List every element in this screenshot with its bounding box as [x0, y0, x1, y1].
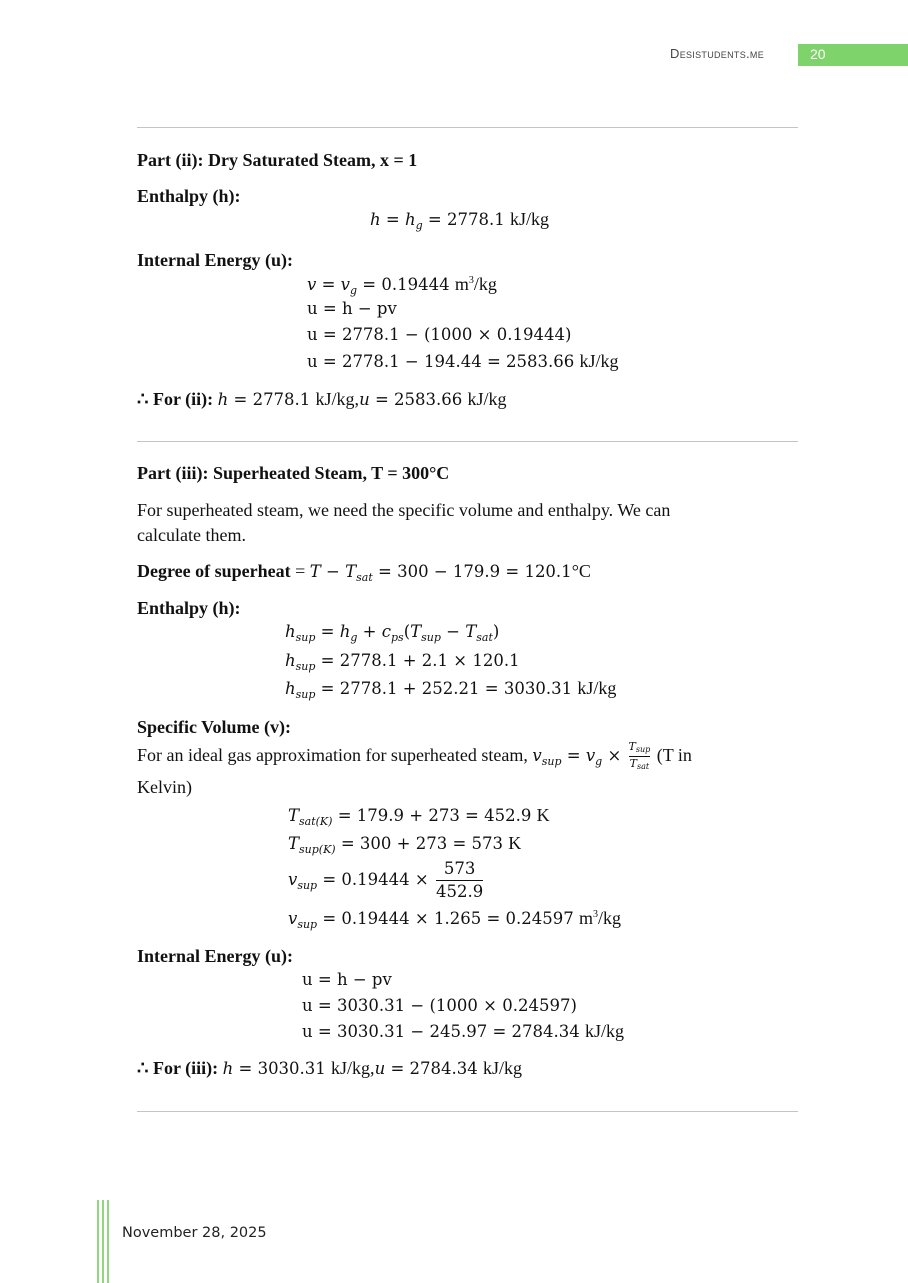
- unit-tail: /kg: [598, 908, 622, 928]
- eq-unit: kJ/kg,: [315, 389, 360, 409]
- eq-symbol: c: [381, 622, 392, 641]
- eq-text: u = 2778.1 − 194.44 = 2583.66: [307, 352, 575, 371]
- eq-subscript: sup: [297, 918, 318, 931]
- part-iii-ie-line-3: [302, 1021, 624, 1042]
- eq-value: = 0.19444: [362, 275, 450, 294]
- volume-ratio-fraction: [436, 858, 483, 903]
- degree-of-superheat: [137, 561, 591, 584]
- page-number-badge: [798, 44, 908, 66]
- eq-symbol: h: [370, 210, 381, 229]
- degree-label: Degree of superheat: [137, 561, 291, 581]
- eq-unit: kJ/kg: [509, 209, 549, 229]
- eq-symbol: v: [585, 746, 596, 765]
- eq-op: ×: [602, 746, 627, 765]
- page-number: 20: [810, 46, 826, 62]
- part-ii-title: Part (ii): Dry Saturated Steam, x = 1: [137, 150, 418, 170]
- part-iii-ie-line-2: u = 3030.31 − (1000 × 0.24597): [302, 996, 577, 1015]
- section-divider: [137, 127, 798, 128]
- eq-unit: kJ/kg: [483, 1058, 523, 1078]
- result-label: ∴ For (iii):: [137, 1058, 223, 1078]
- eq-op: ): [492, 622, 500, 641]
- eq-symbol: h: [339, 622, 351, 641]
- eq-op: (: [403, 622, 411, 641]
- unit-base: m: [454, 274, 469, 294]
- eq-value: = 300 − 179.9 = 120.1: [372, 562, 572, 581]
- part-ii-internal-energy-heading: Internal Energy (u):: [137, 250, 293, 270]
- eq-subscript: g: [349, 284, 358, 297]
- sv-line-3: [288, 858, 485, 903]
- eq-subscript: sup: [295, 660, 316, 673]
- eq-subscript: sat: [356, 571, 373, 584]
- eq-symbol: T: [309, 562, 321, 581]
- part-ii-ie-line-3: u = 2778.1 − (1000 × 0.19444): [307, 325, 572, 344]
- specific-volume-intro: [137, 738, 692, 779]
- eq-subscript: g: [350, 631, 358, 644]
- eq-unit: kJ/kg,: [331, 1058, 375, 1078]
- eq-value: = 2778.1: [427, 210, 505, 229]
- header-site-name: Desistudents.me: [670, 46, 765, 61]
- eq-symbol: T: [345, 562, 357, 581]
- eq-unit: K: [508, 833, 522, 853]
- eq-value: = 2778.1: [228, 390, 316, 409]
- sv-line-1: [288, 805, 550, 828]
- eq-symbol: T: [629, 757, 638, 770]
- section-divider: [137, 441, 798, 442]
- eq-subscript: g: [595, 755, 603, 768]
- eq-value: = 2784.34: [385, 1059, 483, 1078]
- part-ii-ie-line-1: $v = v_g = 0.19444$ $m^3/kg$: [307, 274, 497, 297]
- part-iii-title: Part (iii): Superheated Steam, T = 300°C: [137, 463, 450, 483]
- part-iii-enthalpy-line-3: [285, 678, 616, 701]
- eq-symbol: h: [404, 210, 416, 229]
- part-ii-enthalpy-equation: $h = h_g = 2778.1$ kJ/kg: [370, 209, 549, 232]
- eq-subscript: g: [415, 219, 423, 232]
- eq-symbol: v: [307, 275, 317, 294]
- part-ii-ie-line-4: [307, 351, 619, 372]
- eq-unit: kJ/kg: [467, 389, 507, 409]
- eq-sign: =: [295, 561, 310, 581]
- part-iii-intro: For superheated steam, we need the specific volume and enthalpy. We can: [137, 500, 671, 520]
- eq-unit: [455, 274, 497, 294]
- eq-symbol: T: [628, 740, 636, 753]
- intro-tail: (T in: [652, 745, 692, 765]
- eq-symbol: h: [285, 651, 296, 670]
- eq-op: =: [315, 622, 340, 641]
- eq-symbol: u: [374, 1059, 386, 1078]
- fraction-numerator: 573: [436, 858, 483, 881]
- footer-accent-line: [107, 1200, 109, 1283]
- eq-subscript: sup: [421, 631, 441, 644]
- eq-subscript: sup: [295, 631, 316, 644]
- eq-unit: kJ/kg: [585, 1021, 625, 1041]
- eq-symbol: h: [285, 622, 296, 641]
- sv-line-4: [288, 908, 621, 931]
- eq-symbol: h: [285, 679, 296, 698]
- eq-text: = 300 + 273 = 573: [335, 834, 509, 853]
- part-iii-ie-line-1: u = h − pv: [302, 970, 392, 989]
- eq-subscript: sup: [295, 688, 316, 701]
- eq-subscript: sup: [541, 755, 562, 768]
- eq-unit: [579, 908, 621, 928]
- eq-symbol: v: [340, 275, 350, 294]
- eq-unit: kJ/kg: [579, 351, 619, 371]
- eq-symbol: v: [288, 909, 298, 928]
- part-ii-result: [137, 389, 507, 410]
- eq-unit: kJ/kg: [577, 678, 617, 698]
- eq-subscript: sup: [297, 879, 318, 892]
- eq-value: = 3030.31: [233, 1059, 332, 1078]
- footer-accent-line: [97, 1200, 99, 1283]
- result-label: ∴ For (ii):: [137, 389, 218, 409]
- part-ii-enthalpy-heading: Enthalpy (h):: [137, 186, 241, 206]
- part-iii-result: [137, 1058, 522, 1079]
- eq-text: = 179.9 + 273 = 452.9: [332, 806, 537, 825]
- eq-subscript: sat: [637, 762, 650, 771]
- eq-subscript: sat(K): [299, 815, 333, 828]
- unit-tail: /kg: [473, 274, 497, 294]
- sv-line-2: [288, 833, 521, 856]
- eq-symbol: h: [222, 1059, 234, 1078]
- eq-op: =: [561, 746, 586, 765]
- temperature-ratio-fraction: [629, 740, 651, 773]
- fraction-denominator: 452.9: [435, 882, 484, 901]
- part-iii-enthalpy-heading: Enthalpy (h):: [137, 598, 241, 618]
- eq-symbol: h: [217, 390, 229, 409]
- eq-subscript: sat: [476, 631, 493, 644]
- eq-subscript: ps: [391, 631, 404, 644]
- footer-date: November 28, 2025: [122, 1225, 267, 1241]
- unit-base: m: [579, 908, 594, 928]
- section-divider: [137, 1111, 798, 1112]
- unit-exponent: 3: [593, 909, 599, 920]
- part-iii-enthalpy-line-1: [285, 622, 499, 644]
- part-iii-intro-cont: calculate them.: [137, 525, 246, 545]
- eq-symbol: v: [288, 870, 298, 889]
- eq-symbol: T: [465, 622, 477, 641]
- eq-subscript: sup(K): [299, 843, 336, 856]
- eq-text: = 0.19444 × 1.265 = 0.24597: [317, 909, 579, 928]
- eq-symbol: T: [410, 622, 422, 641]
- eq-op: −: [320, 562, 346, 581]
- eq-symbol: u: [359, 390, 370, 409]
- intro-text: For an ideal gas approximation for superheated steam,: [137, 745, 533, 765]
- part-iii-enthalpy-line-2: [285, 651, 520, 673]
- eq-subscript: sup: [635, 745, 651, 754]
- footer-accent-line: [102, 1200, 104, 1283]
- footer-accent-lines: [97, 1200, 109, 1283]
- eq-op: −: [440, 622, 466, 641]
- eq-symbol: T: [288, 834, 300, 853]
- eq-text: = 2778.1 + 2.1 × 120.1: [315, 651, 520, 670]
- eq-text: = 0.19444 ×: [317, 870, 434, 889]
- eq-op: +: [357, 622, 382, 641]
- eq-text: u = 3030.31 − 245.97 = 2784.34: [302, 1022, 586, 1041]
- eq-unit: °C: [571, 561, 591, 581]
- part-ii-ie-line-2: u = h − pv: [307, 299, 397, 318]
- eq-text: = 2778.1 + 252.21 = 3030.31: [315, 679, 578, 698]
- eq-value: = 2583.66: [369, 390, 468, 409]
- part-iii-specific-volume-heading: Specific Volume (v):: [137, 717, 291, 737]
- eq-symbol: T: [288, 806, 300, 825]
- part-iii-internal-energy-heading: Internal Energy (u):: [137, 946, 293, 966]
- specific-volume-intro-cont: Kelvin): [137, 777, 192, 797]
- unit-exponent: 3: [468, 275, 474, 286]
- eq-symbol: v: [532, 746, 542, 765]
- eq-unit: K: [536, 805, 550, 825]
